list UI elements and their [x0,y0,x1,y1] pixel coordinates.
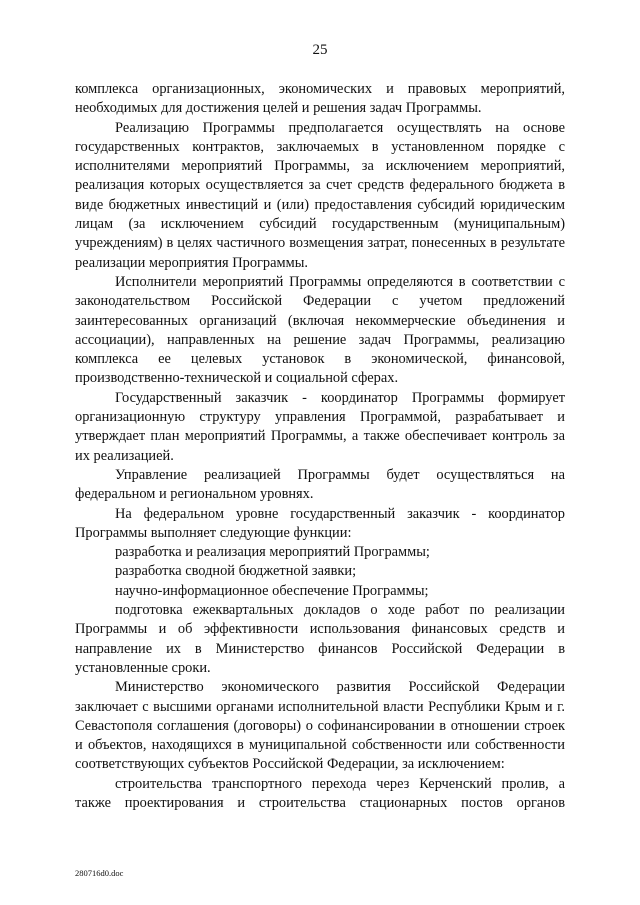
page-number: 25 [312,42,328,58]
paragraph: Министерство экономического развития Российской Федерации заключает с высшими органами исполнительной власти Республики Крым и г. Севастополя соглашения (договоры) о софинансировании в отношении строек и объектов, находящихся в муниципальной собственности или собственности соответствующих субъектов Российской Федерации, за исключением: [75,679,565,773]
paragraph: Реализацию Программы предполагается осуществлять на основе государственных контрактов, заключаемых в установленном порядке с исполнителями мероприятий Программы, за исключением мероприятий, реализация которых осуществляется за счет средств федерального бюджета в виде бюджетных инвестиций и (или) предоставления субсидий юридическим лицам (за исключением субсидий государственным (муниципальным) учреждениям) в целях частичного возмещения затрат, понесенных в результате реализации мероприятия Программы. [75,119,565,271]
paragraph: комплекса организационных, экономических и правовых мероприятий, необходимых для достижения целей и решения задач Программы. [75,81,565,117]
list-item: строительства транспортного перехода через Керченский пролив, а также проектирования и строительства стационарных постов органов [75,775,565,811]
list-item: подготовка ежеквартальных докладов о ходе работ по реализации Программы и об эффективности использования финансовых средств и направление их в Министерство финансов Российской Федерации в установленные сроки. [75,602,565,676]
paragraph: Исполнители мероприятий Программы определяются в соответствии с законодательством Российской Федерации с учетом предложений заинтересованных организаций (включая некоммерческие объединения и ассоциации), направленных на решение задач Программы, реализацию комплекса ее целевых установок в экономической, финансовой, производственно-технической и социальной сферах. [75,273,565,387]
list-item: разработка и реализация мероприятий Программы; [115,544,430,561]
document-file-code: 280716d0.doc [75,868,124,878]
list-item: научно-информационное обеспечение Программы; [115,582,429,599]
paragraph: На федеральном уровне государственный заказчик - координатор Программы выполняет следующие функции: [75,505,565,541]
paragraph: Государственный заказчик - координатор Программы формирует организационную структуру управления Программой, разрабатывает и утверждает план мероприятий Программы, а также обеспечивает контроль за их реализацией. [75,389,565,464]
paragraph: Управление реализацией Программы будет осуществляться на федеральном и региональном уровнях. [75,466,565,503]
document-body [75,80,565,813]
list-item: разработка сводной бюджетной заявки; [115,563,357,580]
